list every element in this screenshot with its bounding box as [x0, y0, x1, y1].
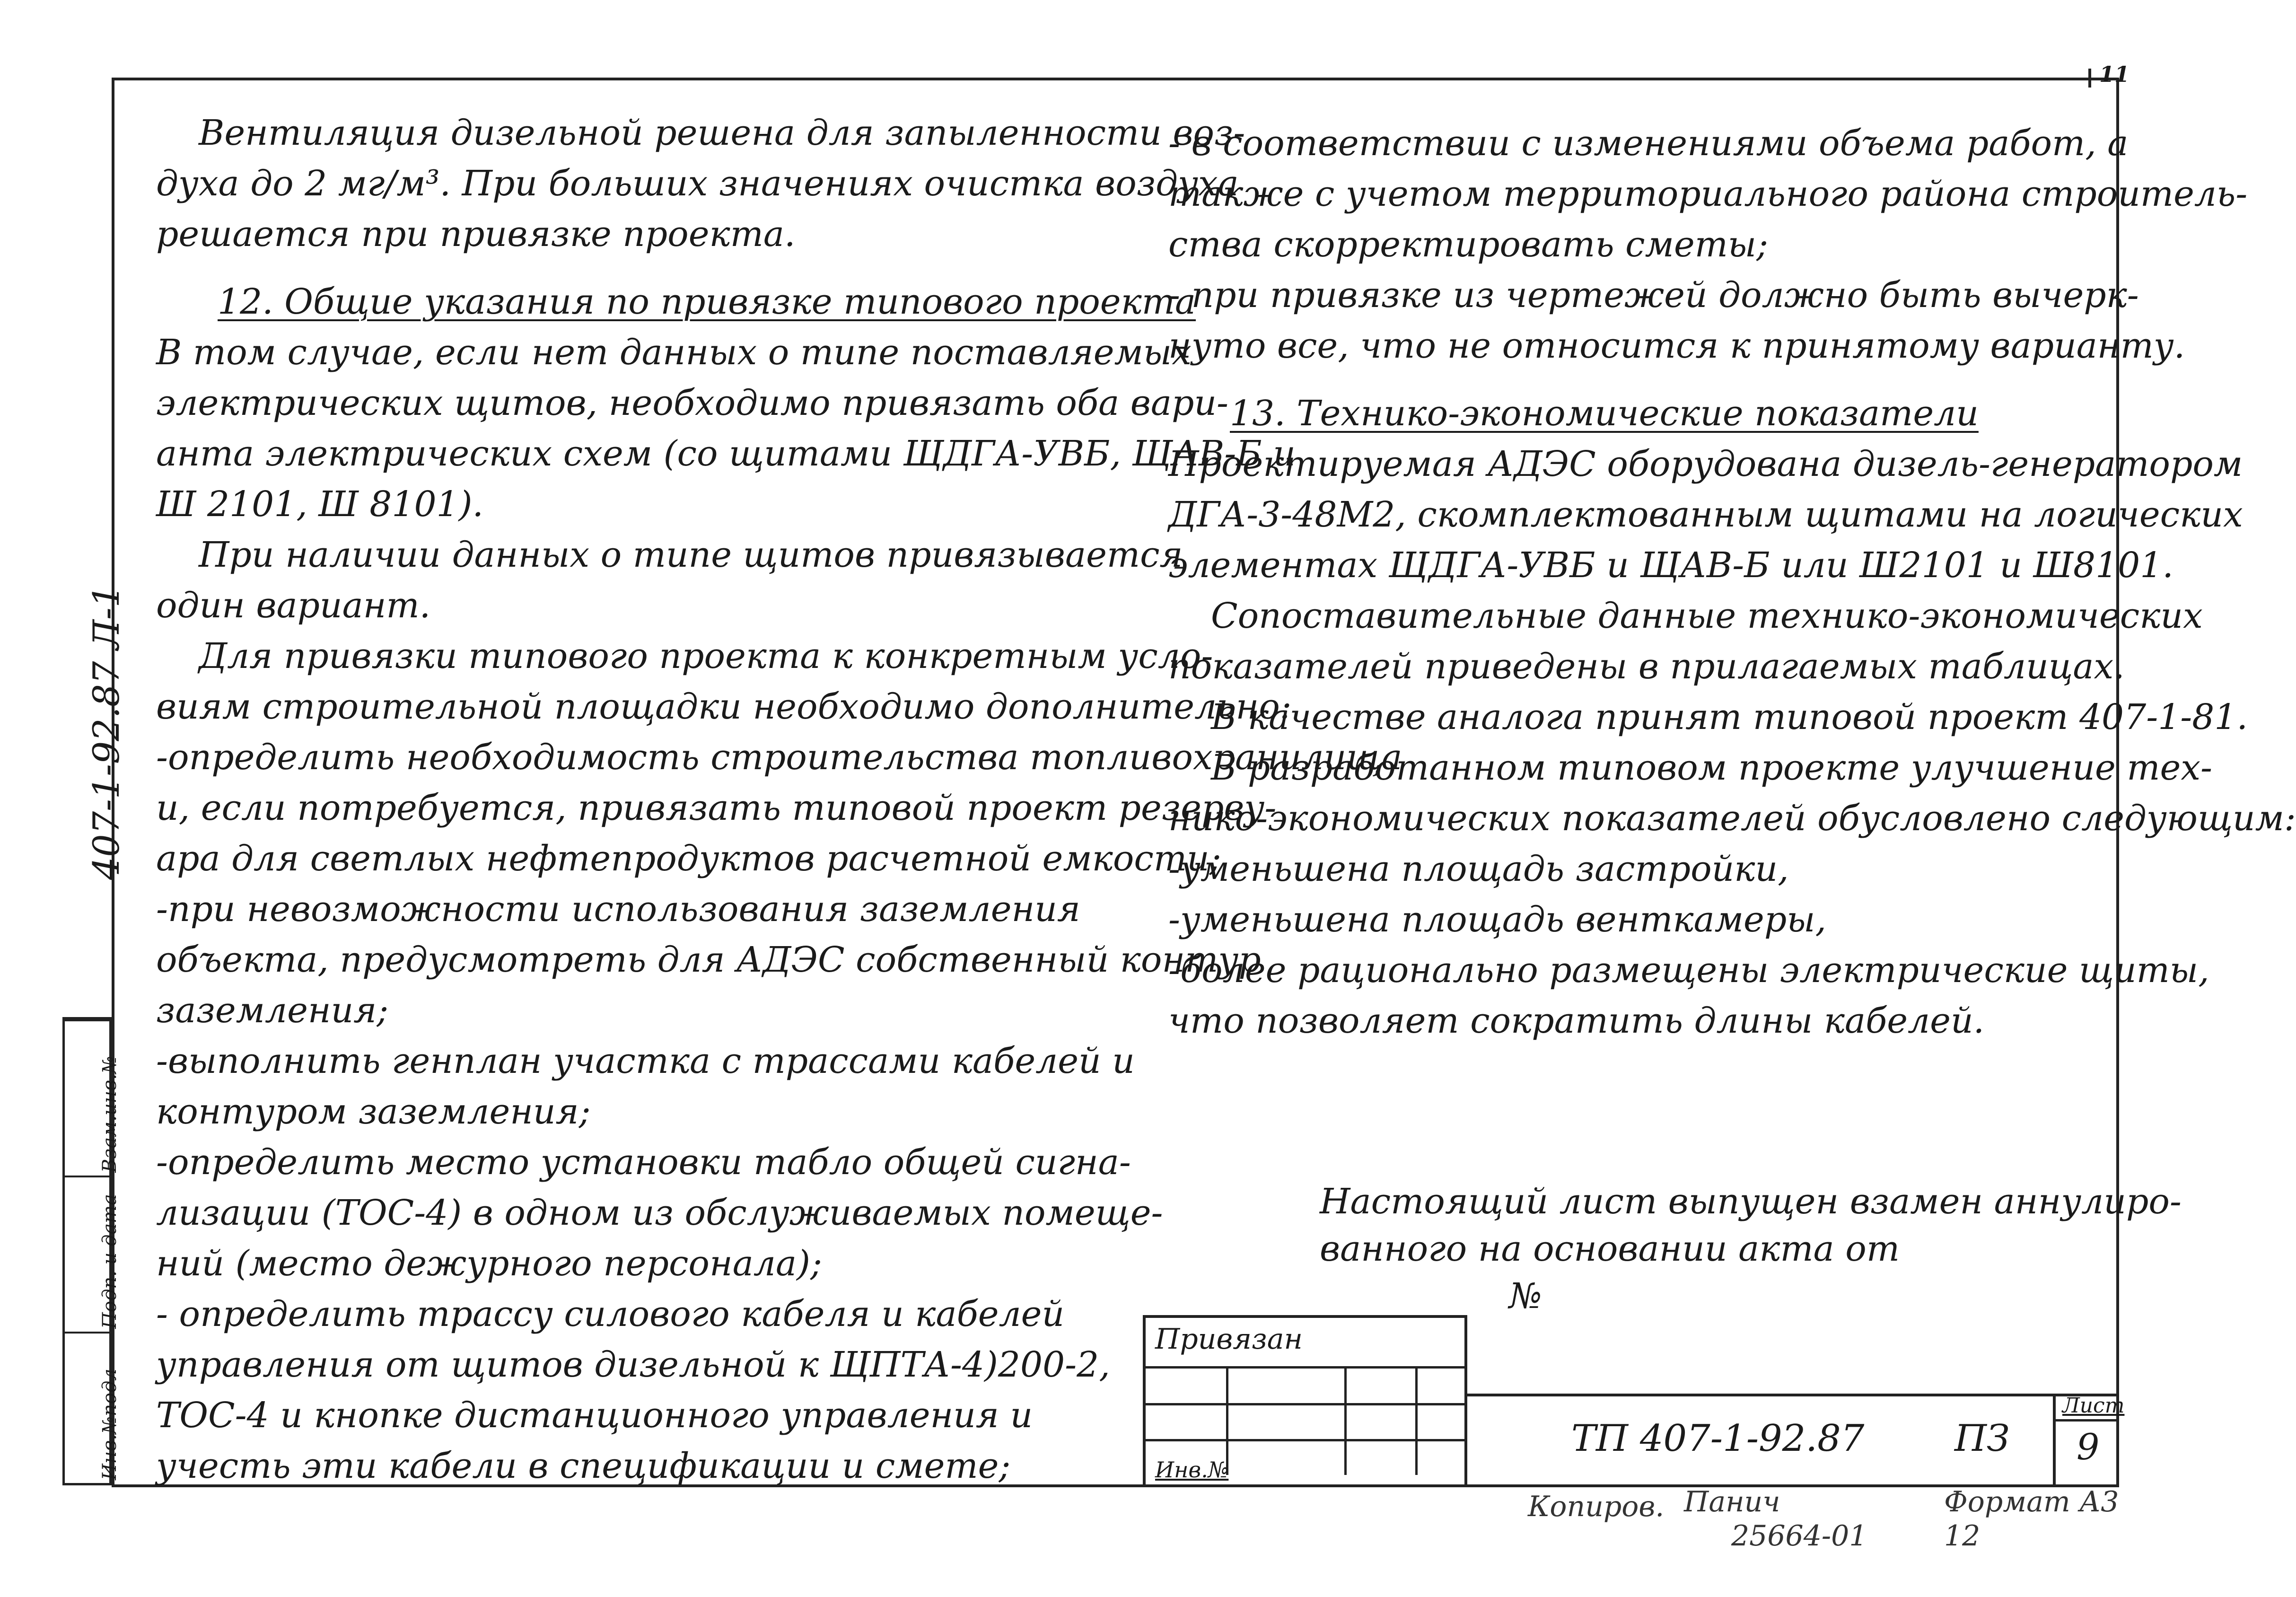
section-heading: 12. Общие указания по привязке типового проекта — [218, 281, 1196, 322]
sheet-label: Лист — [2062, 1394, 2125, 1418]
strip-label-vzam: Взам.инв.№ — [99, 1056, 121, 1173]
text-line: -определить место установки табло общей сигна- — [156, 1142, 1131, 1183]
replacement-note — [1320, 1178, 2182, 1320]
privyazan-label: Привязан — [1155, 1323, 1303, 1356]
text-line: Ш 2101, Ш 8101). — [156, 484, 484, 525]
text-line: один вариант. — [156, 585, 431, 626]
text-line: -уменьшена площадь венткамеры, — [1168, 899, 1827, 940]
strip-cell — [65, 1332, 121, 1485]
text-line: анта электрических схем (со щитами ЩДГА-УВБ, ЩАВ-Б и — [156, 433, 1296, 474]
strip-cell — [65, 1176, 121, 1334]
text-line: - определить трассу силового кабеля и кабелей — [156, 1294, 1065, 1334]
text-line: Вентиляция дизельной решена для запыленности воз- — [199, 113, 1245, 153]
text-line: заземления; — [156, 990, 389, 1031]
text-line: объекта, предусмотреть для АДЭС собственный контур — [156, 939, 1261, 980]
text-line: -уменьшена площадь застройки, — [1168, 849, 1789, 889]
text-line: также с учетом территориального района строитель- — [1168, 174, 2248, 214]
text-line: показателей приведены в прилагаемых таблицах. — [1168, 646, 2125, 687]
text-line: что позволяет сократить длины кабелей. — [1168, 1000, 1985, 1041]
text-line: ний (место дежурного персонала); — [156, 1243, 822, 1284]
text-line: управления от щитов дизельной к ЩПТА-4)200-2, — [156, 1344, 1110, 1385]
note-line: № — [1509, 1276, 1542, 1316]
copy-count: 12 — [1944, 1519, 1981, 1553]
project-code: ТП 407-1-92.87 — [1571, 1417, 1865, 1460]
grid-line — [1415, 1366, 1418, 1475]
side-approval-strip — [62, 1017, 121, 1485]
text-line: При наличии данных о типе щитов привязывается — [199, 535, 1183, 575]
page-number: 11 — [2099, 61, 2130, 87]
note-line: Настоящий лист выпущен взамен аннулиро- — [1320, 1181, 2182, 1222]
text-line: ТОС-4 и кнопке дистанционного управления и — [156, 1395, 1033, 1436]
sheet-box — [2053, 1394, 2125, 1487]
format-label: Формат А3 — [1944, 1485, 2119, 1518]
strip-label-podp: Подп. и дата — [99, 1194, 121, 1329]
privyazan-box — [1143, 1315, 1467, 1487]
section-code: ПЗ — [1954, 1417, 2010, 1460]
frame-tick — [2088, 69, 2091, 88]
inv-label: Инв.№ — [1155, 1457, 1229, 1483]
text-line: В том случае, если нет данных о типе поставляемых — [156, 332, 1192, 373]
text-line: - в соответствии с изменениями объема работ, а — [1168, 123, 2129, 164]
text-line: -более рационально размещены электрические щиты, — [1168, 950, 2209, 991]
text-line: Сопоставительные данные технико-экономических — [1211, 596, 2203, 636]
text-line: электрических щитов, необходимо привязать оба вари- — [156, 383, 1229, 423]
copied-label: Копиров. — [1528, 1490, 1665, 1523]
right-text-column — [1168, 118, 2296, 1046]
strip-cell — [65, 1019, 121, 1177]
text-line: -выполнить генплан участка с трассами кабелей и — [156, 1041, 1135, 1081]
text-line: В качестве аналога принят типовой проект 407-1-81. — [1211, 697, 2248, 737]
text-line: элементах ЩДГА-УВБ и ЩАВ-Б или Ш2101 и Ш8101. — [1168, 545, 2173, 586]
text-line: - при привязке из чертежей должно быть вычерк- — [1168, 275, 2139, 316]
text-line: Проектируемая АДЭС оборудована дизель-генератором — [1168, 444, 2243, 484]
text-line: виям строительной площадки необходимо дополнительно: — [156, 686, 1292, 727]
side-document-code: 407-1-92.87 Л-1 — [85, 585, 127, 880]
text-line: нуто все, что не относится к принятому варианту. — [1168, 325, 2185, 366]
section-heading: 13. Технико-экономические показатели — [1230, 393, 1979, 434]
sheet-number: 9 — [2077, 1426, 2100, 1468]
text-line: ара для светлых нефтепродуктов расчетной емкости; — [156, 838, 1221, 879]
text-line: учесть эти кабели в спецификации и смете; — [156, 1446, 1011, 1486]
note-line: ванного на основании акта от — [1320, 1228, 1900, 1269]
text-line: ДГА-3-48М2, скомплектованным щитами на логических — [1168, 494, 2243, 535]
text-line: В разработанном типовом проекте улучшение тех- — [1211, 747, 2213, 788]
text-line: и, если потребуется, привязать типовой проект резерву- — [156, 788, 1277, 828]
text-line: -при невозможности использования заземления — [156, 889, 1080, 930]
text-line: нико-экономических показателей обусловлено следующим: — [1168, 798, 2296, 839]
text-line: лизации (ТОС-4) в одном из обслуживаемых помещe- — [156, 1193, 1163, 1233]
grid-line — [1344, 1366, 1347, 1475]
text-line: ства скорректировать сметы; — [1168, 224, 1769, 265]
text-line: Для привязки типового проекта к конкретным усло- — [199, 636, 1213, 676]
title-stamp — [1467, 1394, 2119, 1487]
text-line: контуром заземления; — [156, 1091, 591, 1132]
text-line: духа до 2 мг/м³. При больших значениях очистка воздуха — [156, 163, 1239, 204]
sheet-divider — [2056, 1419, 2119, 1422]
order-number: 25664-01 — [1731, 1519, 1867, 1553]
strip-label-inv: Инв.№подл — [99, 1369, 121, 1480]
text-line: -определить необходимость строительства топливохранилища — [156, 737, 1402, 778]
text-line: решается при привязке проекта. — [156, 214, 796, 254]
copier-name: Панич — [1684, 1485, 1780, 1518]
